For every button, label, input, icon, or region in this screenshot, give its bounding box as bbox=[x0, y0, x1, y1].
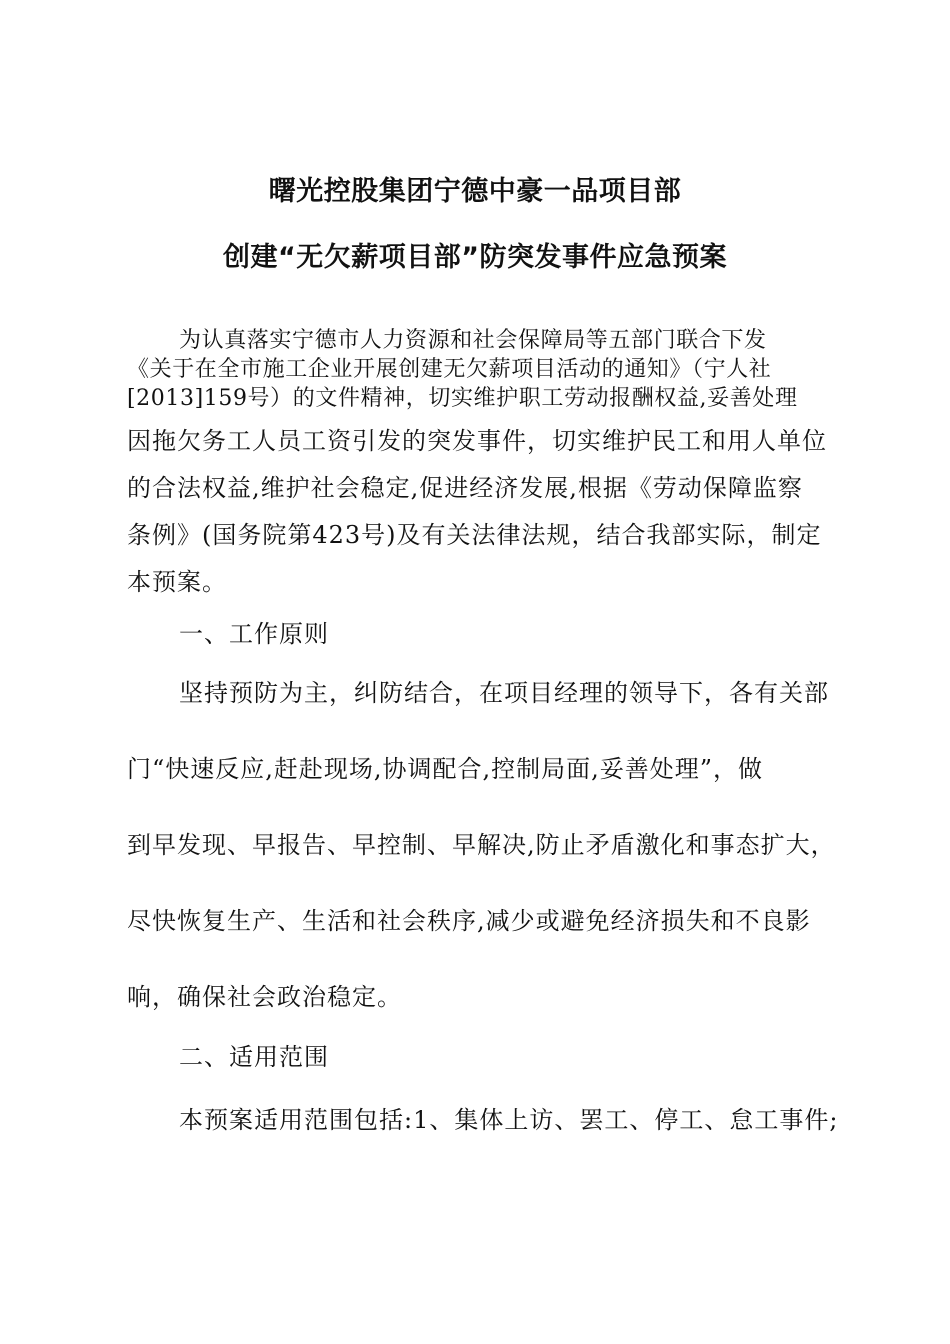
intro-line: [2013]159号）的文件精神，切实维护职工劳动报酬权益,妥善处理 bbox=[127, 386, 798, 411]
section-heading-text: 一、工作原则 bbox=[179, 620, 329, 648]
section-heading-text: 二、适用范围 bbox=[179, 1043, 329, 1071]
section-heading-scope bbox=[127, 1041, 827, 1074]
principles-paragraph bbox=[127, 677, 836, 1057]
scope-paragraph bbox=[127, 1104, 839, 1137]
intro-line: 的合法权益,维护社会稳定,促进经济发展,根据《劳动保障监察 bbox=[127, 474, 803, 502]
intro-line: 为认真落实宁德市人力资源和社会保障局等五部门联合下发 bbox=[179, 328, 767, 353]
document-title-line-2: 创建“无欠薪项目部”防突发事件应急预案 bbox=[223, 242, 727, 273]
paragraph-line: 到早发现、早报告、早控制、早解决,防止矛盾激化和事态扩大， bbox=[127, 831, 836, 859]
intro-line: 本预案。 bbox=[127, 568, 227, 596]
paragraph-line: 门“快速反应,赶赴现场,协调配合,控制局面,妥善处理”，做 bbox=[127, 755, 764, 783]
document-title-line-1: 曙光控股集团宁德中豪一品项目部 bbox=[268, 176, 682, 207]
intro-paragraph bbox=[127, 326, 827, 599]
intro-line: 因拖欠务工人员工资引发的突发事件，切实维护民工和用人单位 bbox=[127, 427, 827, 455]
paragraph-line: 尽快恢复生产、生活和社会秩序,减少或避免经济损失和不良影 bbox=[127, 907, 811, 935]
paragraph-line: 响，确保社会政治稳定。 bbox=[127, 983, 402, 1011]
paragraph-line: 坚持预防为主，纠防结合，在项目经理的领导下，各有关部 bbox=[179, 679, 829, 707]
paragraph-line: 本预案适用范围包括:1、集体上访、罢工、停工、怠工事件; bbox=[179, 1106, 839, 1134]
intro-line: 《关于在全市施工企业开展创建无欠薪项目活动的通知》（宁人社 bbox=[127, 357, 772, 382]
intro-line: 条例》(国务院第423号)及有关法律法规，结合我部实际，制定 bbox=[127, 521, 822, 549]
section-heading-principles bbox=[127, 618, 827, 651]
